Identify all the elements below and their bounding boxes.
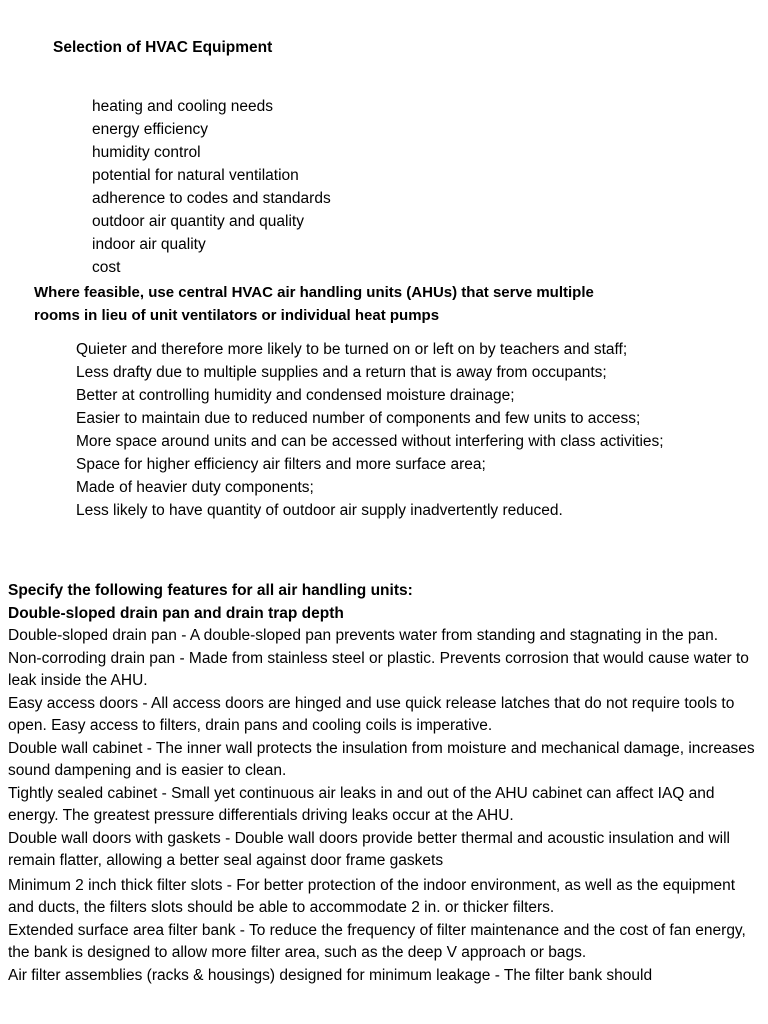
ahu-heading-line: Where feasible, use central HVAC air handling units (AHUs) that serve multiple: [34, 284, 594, 301]
benefit-item: Less likely to have quantity of outdoor air supply inadvertently reduced.: [76, 502, 563, 519]
criteria-item: cost: [92, 259, 121, 276]
benefit-item: Easier to maintain due to reduced number of components and few units to access;: [76, 410, 641, 427]
ahu-heading-line: rooms in lieu of unit ventilators or individual heat pumps: [34, 307, 440, 324]
criteria-item: adherence to codes and standards: [92, 190, 331, 207]
ahu-benefits-list: [76, 338, 664, 522]
benefit-item: Space for higher efficiency air filters and more surface area;: [76, 456, 486, 473]
feature-item: Double-sloped drain pan - A double-sloped pan prevents water from standing and stagnating in the pan.: [8, 627, 719, 644]
feature-item: Air filter assemblies (racks & housings) designed for minimum leakage - The filter bank should: [8, 966, 653, 984]
feature-item: Extended surface area filter bank - To reduce the frequency of filter maintenance and the cost of fan energy, the bank is designed to allow more filter area, such as the deep V approach or bags.: [8, 921, 746, 961]
feature-item: Double wall doors with gaskets - Double wall doors provide better thermal and acoustic insulation and will remain flatter, allowing a better seal against door frame gaskets: [8, 829, 730, 869]
feature-item: Easy access doors - All access doors are hinged and use quick release latches that do not require tools to open. Easy access to filters, drain pans and cooling coils is imperative.: [8, 694, 735, 734]
features-heading: Specify the following features for all air handling units:: [8, 582, 413, 599]
feature-item: Minimum 2 inch thick filter slots - For better protection of the indoor environment, as well as the equipment and ducts, the filters slots should be able to accommodate 2 in. or thicker filters.: [8, 876, 736, 916]
criteria-item: outdoor air quantity and quality: [92, 213, 304, 230]
feature-item: Double wall cabinet - The inner wall protects the insulation from moisture and mechanical damage, increases sound dampening and is easier to clean.: [8, 739, 755, 779]
ahu-features-section: [8, 580, 764, 987]
feature-item: Tightly sealed cabinet - Small yet continuous air leaks in and out of the AHU cabinet can affect IAQ and energy. The greatest pressure differentials driving leaks occur at the AHU.: [8, 784, 715, 824]
benefit-item: More space around units and can be accessed without interfering with class activities;: [76, 433, 664, 450]
features-subheading: Double-sloped drain pan and drain trap depth: [8, 604, 344, 622]
benefit-item: Better at controlling humidity and condensed moisture drainage;: [76, 387, 515, 404]
ahu-recommendation-heading: [34, 281, 734, 327]
criteria-item: indoor air quality: [92, 236, 206, 253]
criteria-item: energy efficiency: [92, 121, 209, 138]
benefit-item: Less drafty due to multiple supplies and a return that is away from occupants;: [76, 364, 607, 381]
criteria-item: humidity control: [92, 144, 201, 161]
benefit-item: Quieter and therefore more likely to be turned on or left on by teachers and staff;: [76, 341, 628, 358]
criteria-item: potential for natural ventilation: [92, 167, 299, 184]
selection-criteria-list: [92, 95, 331, 279]
page-title: Selection of HVAC Equipment: [53, 39, 273, 56]
criteria-item: heating and cooling needs: [92, 98, 273, 115]
benefit-item: Made of heavier duty components;: [76, 479, 314, 496]
feature-item: Non-corroding drain pan - Made from stainless steel or plastic. Prevents corrosion that would cause water to leak inside the AHU.: [8, 649, 749, 689]
